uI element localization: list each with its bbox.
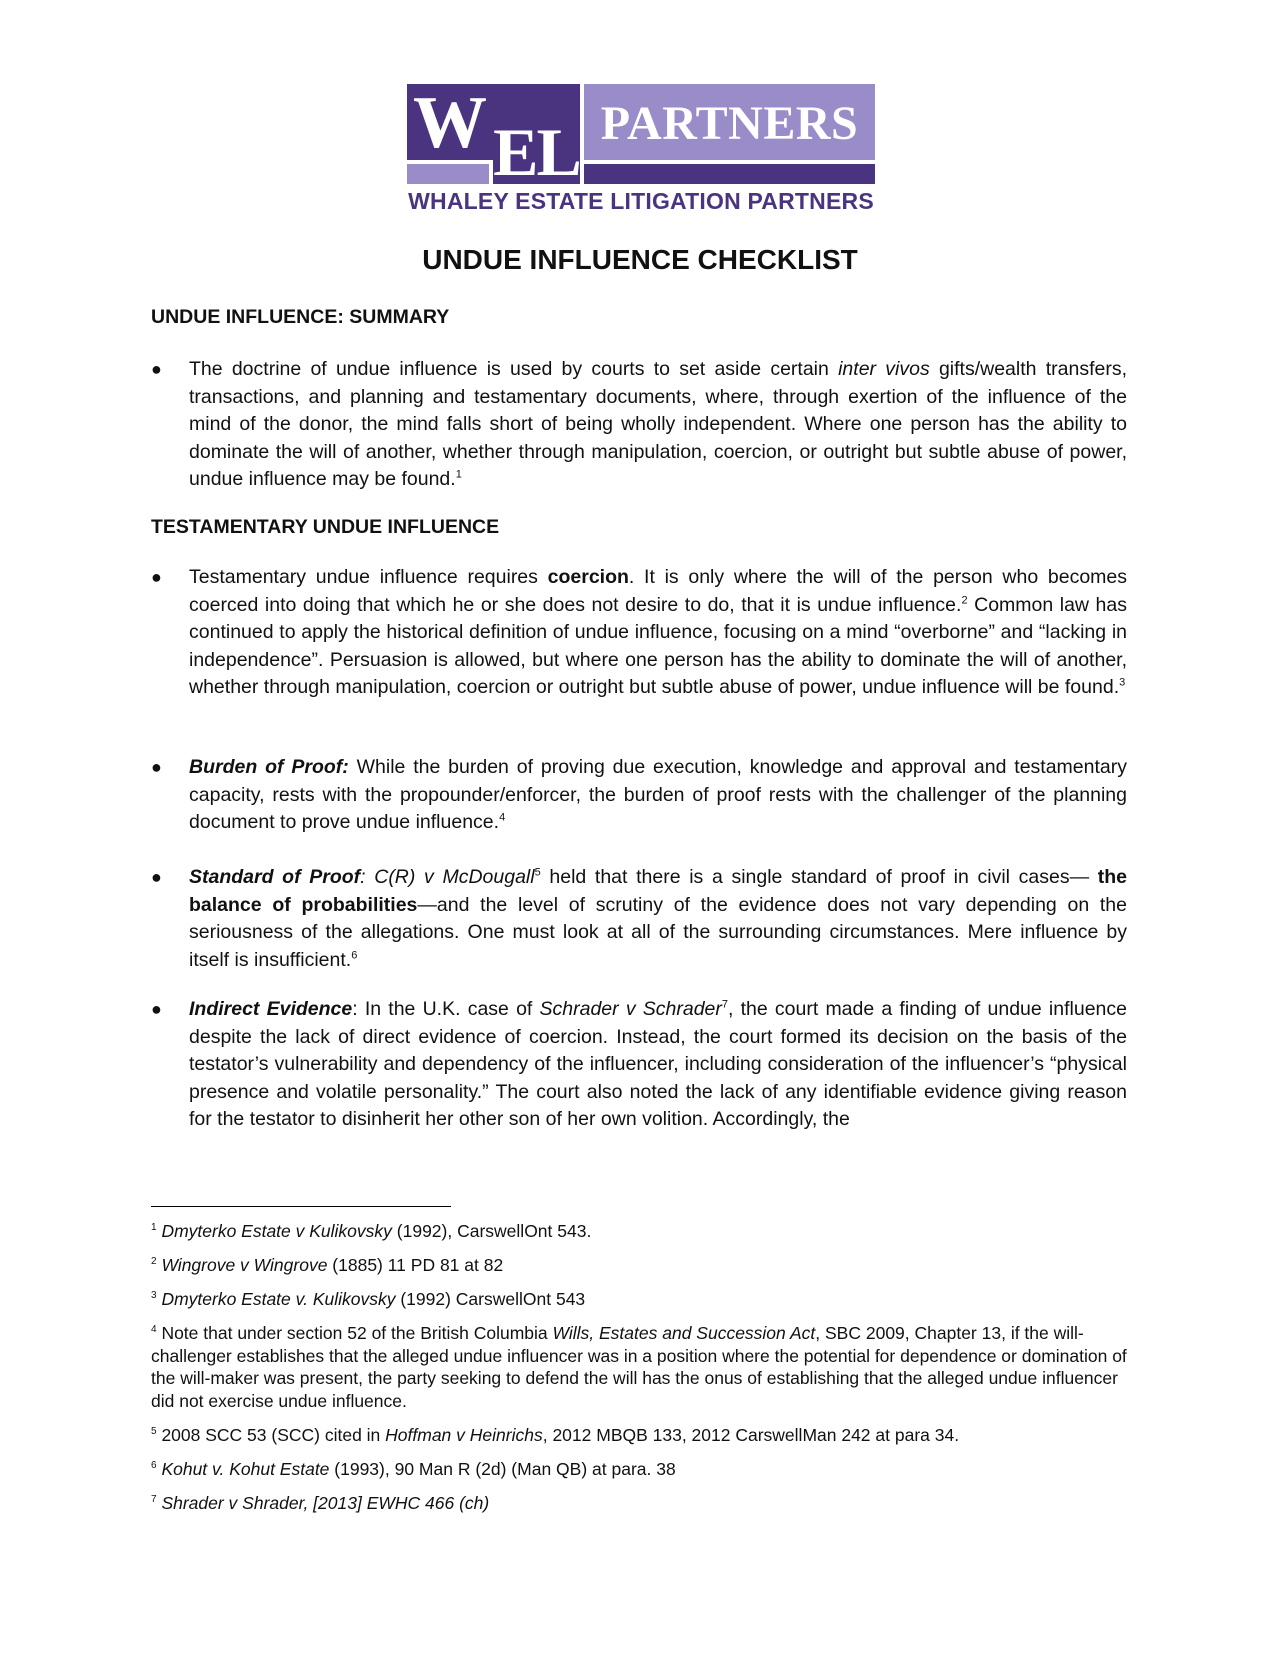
logo-letters-el: EL (493, 114, 580, 190)
bullet-marker: ● (151, 359, 162, 379)
logo-tagline: WHALEY ESTATE LITIGATION PARTNERS (408, 188, 874, 214)
section-heading-testamentary: TESTAMENTARY UNDUE INFLUENCE (151, 516, 500, 538)
bullet-summary (151, 356, 1131, 496)
bullet-text: Testamentary undue influence requires coercion. It is only where the will of the person who becomes coerced into doing that which he or she does not desire to do, that it is undue influence.$^2$ Common law has continued to apply the historical definition of undue influence, focusing on a mind “overborne” and “lacking in independence”. Persuasion is allowed, but where one person has the ability to dominate the will of another, whether through manipulation, coercion or outright but subtle abuse of power, undue influence will be found.$^3$ (189, 566, 1128, 698)
bullet-marker: ● (151, 567, 162, 587)
section-heading-summary: UNDUE INFLUENCE: SUMMARY (151, 306, 450, 328)
bullet-marker: ● (151, 999, 162, 1019)
logo-letter-w: W (407, 84, 493, 160)
bullet-burden-of-proof (151, 754, 1131, 838)
footnote-1: $^1$ Dmyterko Estate v Kulikovsky (1992), CarswellOnt 543. (151, 1221, 592, 1241)
bullet-indirect-evidence (151, 996, 1131, 1136)
bullet-marker: ● (151, 757, 162, 777)
footnote-7: $^7$ Shrader v Shrader, [2013] EWHC 466 (ch) (151, 1493, 490, 1513)
footnote-4: $^4$ Note that under section 52 of the British Columbia Wills, Estates and Succession Act, SBC 2009, Chapter 13, if the will-challenger establishes that the alleged undue influencer was in a position where the potential for dependence or domination of the will-maker was present, the party seeking to defend the will has the onus of establishing that the alleged undue influencer did not exercise undue influence. (151, 1323, 1127, 1411)
page-title: UNDUE INFLUENCE CHECKLIST (422, 244, 858, 275)
logo-partners: PARTNERS (584, 84, 875, 160)
logo-band-right (584, 164, 875, 184)
bullet-text: Indirect Evidence: In the U.K. case of Schrader v Schrader$^7$, the court made a finding of undue influence despite the lack of direct evidence of coercion. Instead, the court formed its decision on the basis of the testator’s vulnerability and dependency of the influencer, including consideration of the influencer’s “physical presence and volatile personality.” The court also noted the lack of any identifiable evidence giving reason for the testator to disinherit her other son of her own volition. Accordingly, the (189, 998, 1127, 1130)
firm-logo (407, 84, 875, 217)
bullet-marker: ● (151, 867, 162, 887)
bullet-text: The doctrine of undue influence is used by courts to set aside certain inter vivos gifts/wealth transfers, transactions, and planning and testamentary documents, where, through exertion of the influence of the mind of the donor, the mind falls short of being wholly independent. Where one person has the ability to dominate the will of another, whether through manipulation, coercion, or outright but subtle abuse of power, undue influence may be found.$^1$ (189, 358, 1128, 490)
bullet-text: Standard of Proof: C(R) v McDougall$^5$ held that there is a single standard of proof in civil cases— the balance of probabilities—and the level of scrutiny of the evidence does not vary depending on the seriousness of the allegations. One must look at all of the surrounding circumstances. Mere influence by itself is insufficient.$^6$ (189, 866, 1127, 971)
footnote-3: $^3$ Dmyterko Estate v. Kulikovsky (1992) CarswellOnt 543 (151, 1289, 586, 1309)
bullet-text: Burden of Proof: While the burden of proving due execution, knowledge and approval and testamentary capacity, rests with the propounder/enforcer, the burden of proof rests with the challenger of the planning document to prove undue influence.$^4$ (189, 756, 1127, 833)
logo-band-left (407, 164, 489, 184)
footnote-divider (151, 1206, 451, 1207)
bullet-coercion (151, 564, 1131, 730)
bullet-standard-of-proof (151, 864, 1131, 976)
footnote-2: $^2$ Wingrove v Wingrove (1885) 11 PD 81 at 82 (151, 1255, 504, 1275)
footnote-5: $^5$ 2008 SCC 53 (SCC) cited in Hoffman v Heinrichs, 2012 MBQB 133, 2012 CarswellMan 242 at para 34. (151, 1425, 960, 1445)
footnote-6: $^6$ Kohut v. Kohut Estate (1993), 90 Man R (2d) (Man QB) at para. 38 (151, 1459, 676, 1479)
